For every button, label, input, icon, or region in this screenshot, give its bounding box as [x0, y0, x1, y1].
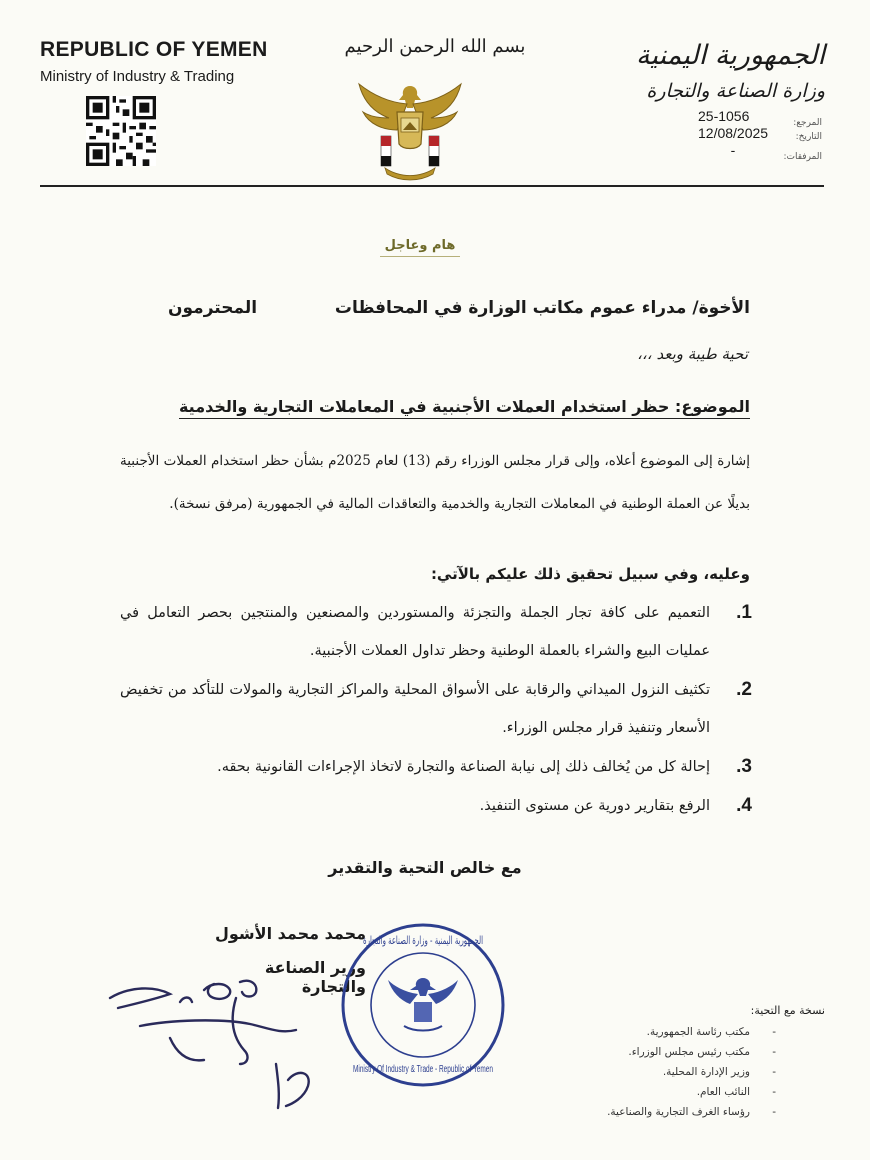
urgent-stamp: هام وعاجل: [380, 238, 460, 257]
letter-date: 12/08/2025: [698, 125, 769, 141]
list-item: [120, 787, 752, 825]
instructions-intro: وعليه، وفي سبيل تحقيق ذلك عليكم بالآتي:: [430, 565, 750, 583]
stamp-english-text: Ministry Of Industry & Trade - Republic of Yemen: [353, 1064, 493, 1075]
greeting: تحية طيبة وبعد ،،،: [637, 345, 748, 363]
yemen-eagle-emblem-icon: [355, 78, 465, 182]
attachments-value: -: [730, 142, 736, 158]
ref-label: المرجع:: [793, 118, 822, 128]
ref-number: 25-1056: [698, 108, 750, 124]
handwritten-signature-icon: [100, 968, 340, 1118]
list-item-number: 4.: [736, 795, 752, 816]
list-item: [120, 748, 752, 786]
list-item-text: التعميم على كافة تجار الجملة والتجزئة والمستوردين والمصنعين والمنتجين بحصر التعامل في عمليات البيع والشراء بالعملة الوطنية وحظر تداول العملات الأجنبية.: [120, 605, 710, 659]
list-item-number: 2.: [736, 679, 752, 700]
list-item: - رؤساء الغرف التجارية والصناعية.: [520, 1102, 750, 1122]
honorific: المحترمون: [168, 298, 258, 318]
list-item-text: تكثيف النزول الميداني والرقابة على الأسواق المحلية والمراكز التجارية والمولات للتأكد من تخفيض الأسعار وتنفيذ قرار مجلس الوزراء.: [120, 682, 710, 736]
attachments-label: المرفقات:: [783, 152, 822, 162]
qr-code-icon: [86, 96, 156, 166]
english-ministry-subtitle: Ministry of Industry & Trading: [40, 68, 235, 85]
header-divider: [40, 185, 824, 187]
arabic-republic-title: الجمهورية اليمنية: [635, 40, 825, 71]
list-item: [120, 671, 752, 747]
arabic-ministry-subtitle: وزارة الصناعة والتجارة: [646, 80, 825, 102]
list-item: - وزير الإدارة المحلية.: [520, 1062, 750, 1082]
instructions-list: [120, 594, 752, 826]
copies-list: [520, 1022, 750, 1122]
list-item: - النائب العام.: [520, 1082, 750, 1102]
closing-salutation: مع خالص التحية والتقدير: [328, 858, 522, 877]
signatory-name: محمد محمد الأشول: [215, 924, 366, 943]
date-label: التاريخ:: [795, 132, 822, 142]
list-item-number: 3.: [736, 756, 752, 777]
basmala-calligraphy: بسم الله الرحمن الرحيم: [344, 36, 526, 57]
reference-values: [698, 108, 778, 159]
list-item: - مكتب رئيس مجلس الوزراء.: [520, 1042, 750, 1062]
list-item-text: الرفع بتقارير دورية عن مستوى التنفيذ.: [479, 798, 710, 814]
list-item: - مكتب رئاسة الجمهورية.: [520, 1022, 750, 1042]
list-item-number: 1.: [736, 602, 752, 623]
list-item-text: إحالة كل من يُخالف ذلك إلى نيابة الصناعة والتجارة لاتخاذ الإجراءات القانونية بحقه.: [217, 759, 710, 775]
copies-title: نسخة مع التحية:: [750, 1004, 825, 1017]
signatory-title: وزير الصناعة والتجارة: [264, 958, 366, 996]
body-paragraph: إشارة إلى الموضوع أعلاه، وإلى قرار مجلس الوزراء رقم (13) لعام 2025م بشأن حظر استخدام العملات الأجنبية بديلًا عن العملة الوطنية في المعاملات التجارية والخدمية والتعاقدات المالية في الجمهورية (مرفق نسخة).: [120, 453, 750, 512]
official-ministry-stamp-icon: [338, 920, 508, 1090]
stamp-arabic-text: الجمهورية اليمنية - وزارة الصناعة والتجارة: [363, 934, 483, 947]
english-republic-title: REPUBLIC OF YEMEN: [40, 38, 268, 61]
subject-line: الموضوع: حظر استخدام العملات الأجنبية في المعاملات التجارية والخدمية: [179, 397, 750, 419]
addressee-line: الأخوة/ مدراء عموم مكاتب الوزارة في المحافظات: [334, 298, 750, 318]
list-item: [120, 594, 752, 670]
